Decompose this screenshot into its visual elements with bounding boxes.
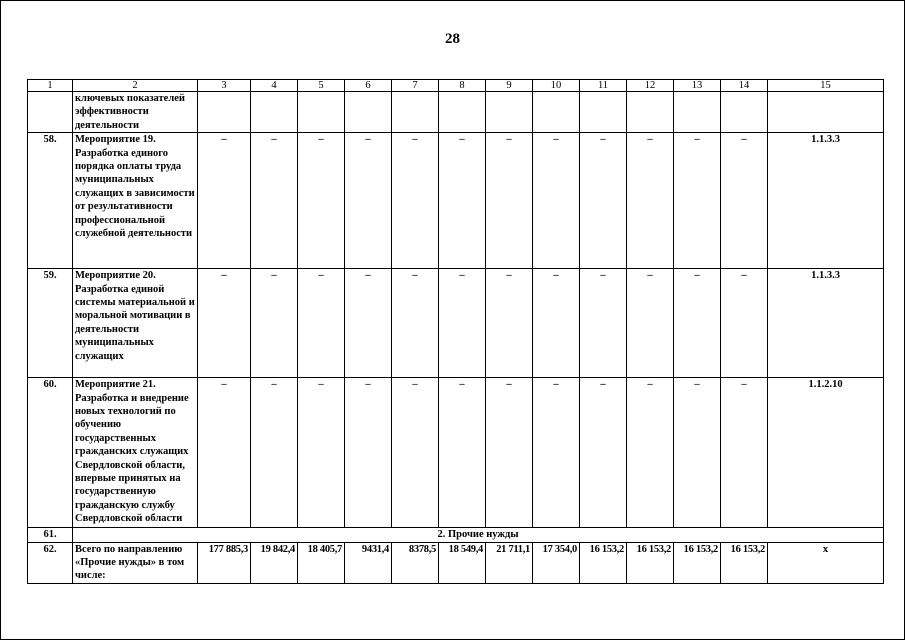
column-header: 9 <box>486 80 533 92</box>
row-value: – <box>486 269 533 378</box>
row-value: 177 885,3 <box>198 542 251 583</box>
row-value: 19 842,4 <box>251 542 298 583</box>
row-value: – <box>674 378 721 528</box>
row-number: 62. <box>28 542 73 583</box>
row-value: – <box>198 133 251 269</box>
row-value: – <box>198 269 251 378</box>
row-value: – <box>580 269 627 378</box>
row-name: Мероприятие 19. Разработка единого порядка оплаты труда муниципальных служащих в зависимости от результативности профессиональной служебной деятельности <box>73 133 198 269</box>
column-header: 1 <box>28 80 73 92</box>
table-row <box>28 269 884 378</box>
column-header: 5 <box>298 80 345 92</box>
row-value: 17 354,0 <box>533 542 580 583</box>
column-header: 12 <box>627 80 674 92</box>
row-value: – <box>345 378 392 528</box>
column-header: 6 <box>345 80 392 92</box>
row-value <box>251 92 298 133</box>
column-header: 8 <box>439 80 486 92</box>
row-reference: 1.1.3.3 <box>768 269 884 378</box>
table-row <box>28 133 884 269</box>
program-table <box>27 79 884 584</box>
row-number: 60. <box>28 378 73 528</box>
column-header: 11 <box>580 80 627 92</box>
row-value: 18 405,7 <box>298 542 345 583</box>
row-value: – <box>251 269 298 378</box>
row-value: – <box>198 378 251 528</box>
row-value: – <box>345 133 392 269</box>
row-value: – <box>298 133 345 269</box>
column-header: 14 <box>721 80 768 92</box>
row-value: – <box>580 133 627 269</box>
row-value: – <box>674 269 721 378</box>
row-value <box>392 92 439 133</box>
row-number: 58. <box>28 133 73 269</box>
row-number: 59. <box>28 269 73 378</box>
row-value: 18 549,4 <box>439 542 486 583</box>
row-value: – <box>627 133 674 269</box>
total-row <box>28 542 884 583</box>
row-value: – <box>533 378 580 528</box>
row-value: – <box>721 378 768 528</box>
row-value: – <box>533 269 580 378</box>
row-value <box>721 92 768 133</box>
row-value: – <box>251 378 298 528</box>
row-value: – <box>674 133 721 269</box>
row-value: – <box>580 378 627 528</box>
row-value <box>674 92 721 133</box>
row-value: – <box>439 269 486 378</box>
row-value <box>345 92 392 133</box>
row-value: – <box>298 269 345 378</box>
section-title: 2. Прочие нужды <box>73 528 884 542</box>
header-row <box>28 80 884 92</box>
row-reference: 1.1.2.10 <box>768 378 884 528</box>
row-value: – <box>486 378 533 528</box>
column-header: 3 <box>198 80 251 92</box>
row-name: Мероприятие 21. Разработка и внедрение новых технологий по обучению государственных гражданских служащих Свердловской области, впервые принятых на государственную гражданскую службу Свердловской области <box>73 378 198 528</box>
row-name: ключевых показателей эффективности деятельности <box>73 92 198 133</box>
row-value: 16 153,2 <box>674 542 721 583</box>
column-header: 13 <box>674 80 721 92</box>
row-value: – <box>439 378 486 528</box>
row-value: 9431,4 <box>345 542 392 583</box>
row-value: 16 153,2 <box>721 542 768 583</box>
row-value: – <box>533 133 580 269</box>
table-row <box>28 378 884 528</box>
row-reference: 1.1.3.3 <box>768 133 884 269</box>
row-value: – <box>392 133 439 269</box>
row-value: – <box>298 378 345 528</box>
row-value <box>439 92 486 133</box>
column-header: 2 <box>73 80 198 92</box>
row-value: 16 153,2 <box>580 542 627 583</box>
row-value: – <box>627 269 674 378</box>
row-value: – <box>392 378 439 528</box>
row-number <box>28 92 73 133</box>
section-row <box>28 528 884 542</box>
row-value <box>298 92 345 133</box>
row-value <box>533 92 580 133</box>
row-value: – <box>251 133 298 269</box>
row-name: Всего по направлению «Прочие нужды» в том числе: <box>73 542 198 583</box>
row-value: – <box>627 378 674 528</box>
column-header: 4 <box>251 80 298 92</box>
row-value <box>486 92 533 133</box>
table-row <box>28 92 884 133</box>
row-reference: х <box>768 542 884 583</box>
row-value <box>580 92 627 133</box>
row-number: 61. <box>28 528 73 542</box>
row-value: – <box>345 269 392 378</box>
row-value: – <box>721 133 768 269</box>
row-reference <box>768 92 884 133</box>
row-value <box>627 92 674 133</box>
column-header: 10 <box>533 80 580 92</box>
column-header: 7 <box>392 80 439 92</box>
column-header: 15 <box>768 80 884 92</box>
row-value <box>198 92 251 133</box>
row-value: 8378,5 <box>392 542 439 583</box>
page-number: 28 <box>445 31 460 47</box>
row-value: 16 153,2 <box>627 542 674 583</box>
row-name: Мероприятие 20. Разработка единой системы материальной и моральной мотивации в деятельности муниципальных служащих <box>73 269 198 378</box>
row-value: – <box>721 269 768 378</box>
row-value: – <box>392 269 439 378</box>
row-value: – <box>486 133 533 269</box>
row-value: 21 711,1 <box>486 542 533 583</box>
row-value: – <box>439 133 486 269</box>
